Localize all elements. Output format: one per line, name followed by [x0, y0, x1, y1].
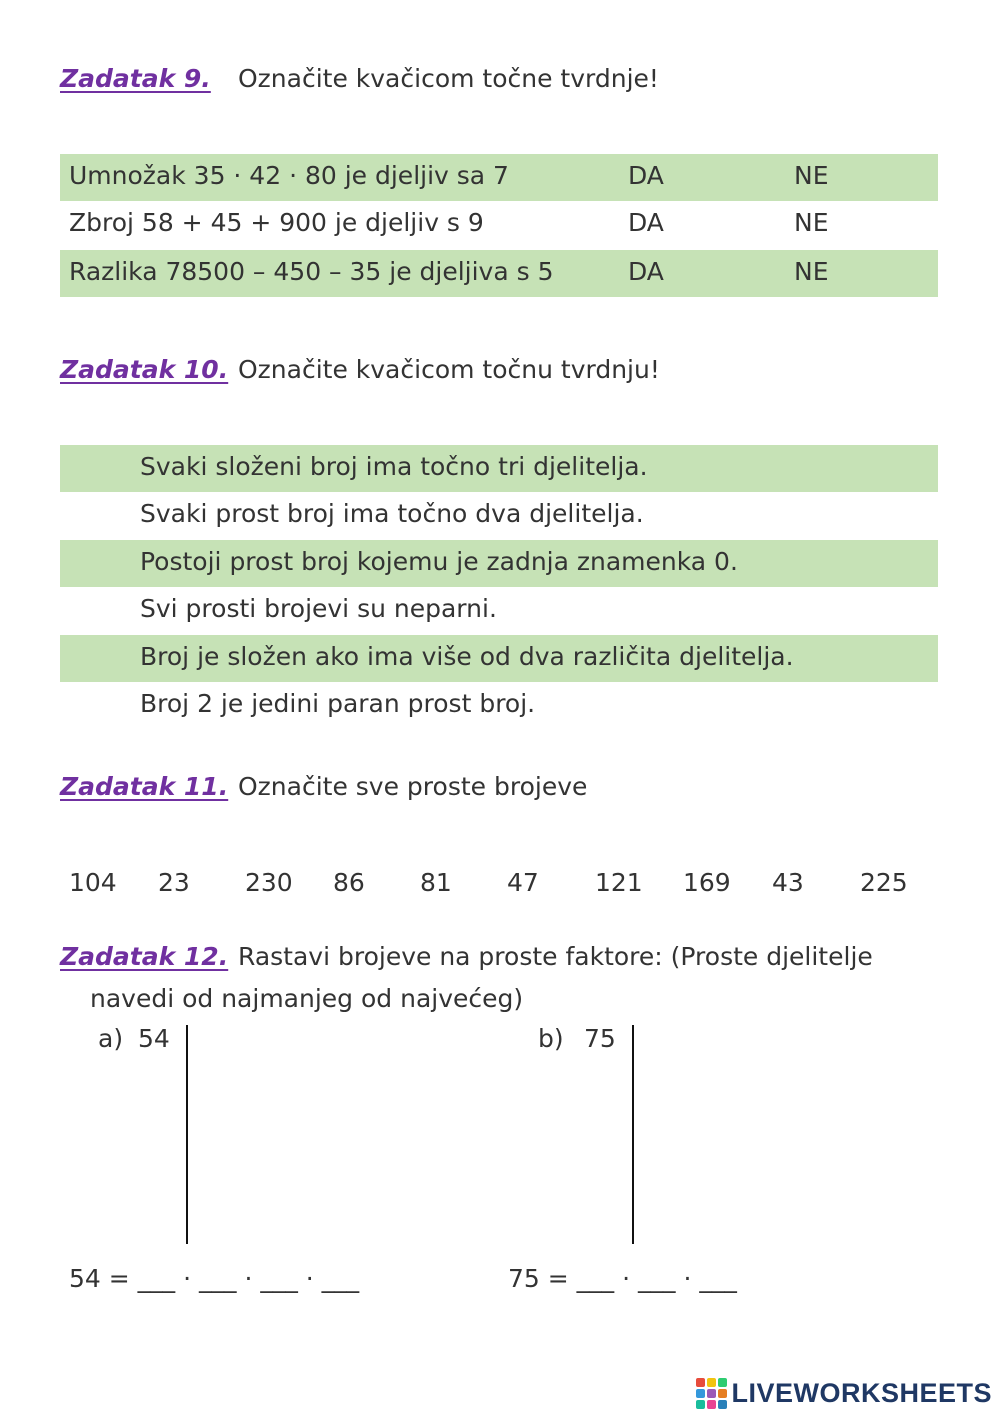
- task11-number-7[interactable]: 121: [595, 868, 643, 897]
- task11-number-3[interactable]: 230: [245, 868, 293, 897]
- task11-number-2[interactable]: 23: [158, 868, 190, 897]
- task9-no-option-2[interactable]: NE: [794, 208, 829, 237]
- task12-part-b-equation[interactable]: 75 = ___ · ___ · ___: [508, 1264, 737, 1293]
- logo-text: LIVEWORKSHEETS: [731, 1378, 992, 1408]
- task9-row-3: [60, 250, 938, 297]
- task11-label: Zadatak 11.: [60, 772, 229, 801]
- logo-squares-icon: [696, 1378, 727, 1409]
- task10-statement-6: Broj 2 je jedini paran prost broj.: [140, 689, 536, 718]
- task12-part-a-divider-line: [186, 1025, 188, 1244]
- task10-statement-3: Postoji prost broj kojemu je zadnja znamenka 0.: [140, 547, 738, 576]
- task9-statement-2: Zbroj 58 + 45 + 900 je djeljiv s 9: [69, 208, 484, 237]
- task12-instruction-line1: Rastavi brojeve na proste faktore: (Proste djelitelje: [238, 942, 873, 971]
- task11-number-6[interactable]: 47: [507, 868, 539, 897]
- task9-row-1: [60, 154, 938, 201]
- task12-label: Zadatak 12.: [60, 942, 229, 971]
- task11-number-8[interactable]: 169: [683, 868, 731, 897]
- task11-number-10[interactable]: 225: [860, 868, 908, 897]
- task12-part-b-number: 75: [584, 1024, 616, 1053]
- task11-number-4[interactable]: 86: [333, 868, 365, 897]
- task9-yes-option-3[interactable]: DA: [628, 257, 664, 286]
- task9-no-option-3[interactable]: NE: [794, 257, 829, 286]
- task11-number-5[interactable]: 81: [420, 868, 452, 897]
- task10-row-4[interactable]: [60, 587, 938, 634]
- task10-statement-5: Broj je složen ako ima više od dva različita djelitelja.: [140, 642, 794, 671]
- task10-row-3[interactable]: [60, 540, 938, 587]
- task12-part-a-equation[interactable]: 54 = ___ · ___ · ___ · ___: [69, 1264, 360, 1293]
- task9-statement-3: Razlika 78500 – 450 – 35 je djeljiva s 5: [69, 257, 554, 286]
- task9-no-option-1[interactable]: NE: [794, 161, 829, 190]
- task10-instruction: Označite kvačicom točnu tvrdnju!: [238, 355, 660, 384]
- task11-instruction: Označite sve proste brojeve: [238, 772, 588, 801]
- task10-row-5[interactable]: [60, 635, 938, 682]
- task10-row-1[interactable]: [60, 445, 938, 492]
- task11-number-9[interactable]: 43: [772, 868, 804, 897]
- task10-statement-1: Svaki složeni broj ima točno tri djelitelja.: [140, 452, 648, 481]
- task9-instruction: Označite kvačicom točne tvrdnje!: [238, 64, 659, 93]
- task9-row-2: [60, 201, 938, 248]
- task12-part-a-number: 54: [138, 1024, 170, 1053]
- task10-statement-2: Svaki prost broj ima točno dva djelitelja.: [140, 499, 644, 528]
- task12-part-b-letter: b): [538, 1024, 564, 1053]
- task10-label: Zadatak 10.: [60, 355, 229, 384]
- task12-instruction-line2: navedi od najmanjeg od najvećeg): [90, 984, 524, 1013]
- task9-statement-1: Umnožak 35 · 42 · 80 je djeljiv sa 7: [69, 161, 509, 190]
- task12-part-b-divider-line: [632, 1025, 634, 1244]
- task10-statement-4: Svi prosti brojevi su neparni.: [140, 594, 497, 623]
- task9-yes-option-2[interactable]: DA: [628, 208, 664, 237]
- task11-number-1[interactable]: 104: [69, 868, 117, 897]
- task10-row-6[interactable]: [60, 682, 938, 729]
- task9-label: Zadatak 9.: [60, 64, 211, 93]
- task10-row-2[interactable]: [60, 492, 938, 539]
- task12-part-a-letter: a): [98, 1024, 124, 1053]
- task9-yes-option-1[interactable]: DA: [628, 161, 664, 190]
- liveworksheets-logo: [696, 1378, 992, 1409]
